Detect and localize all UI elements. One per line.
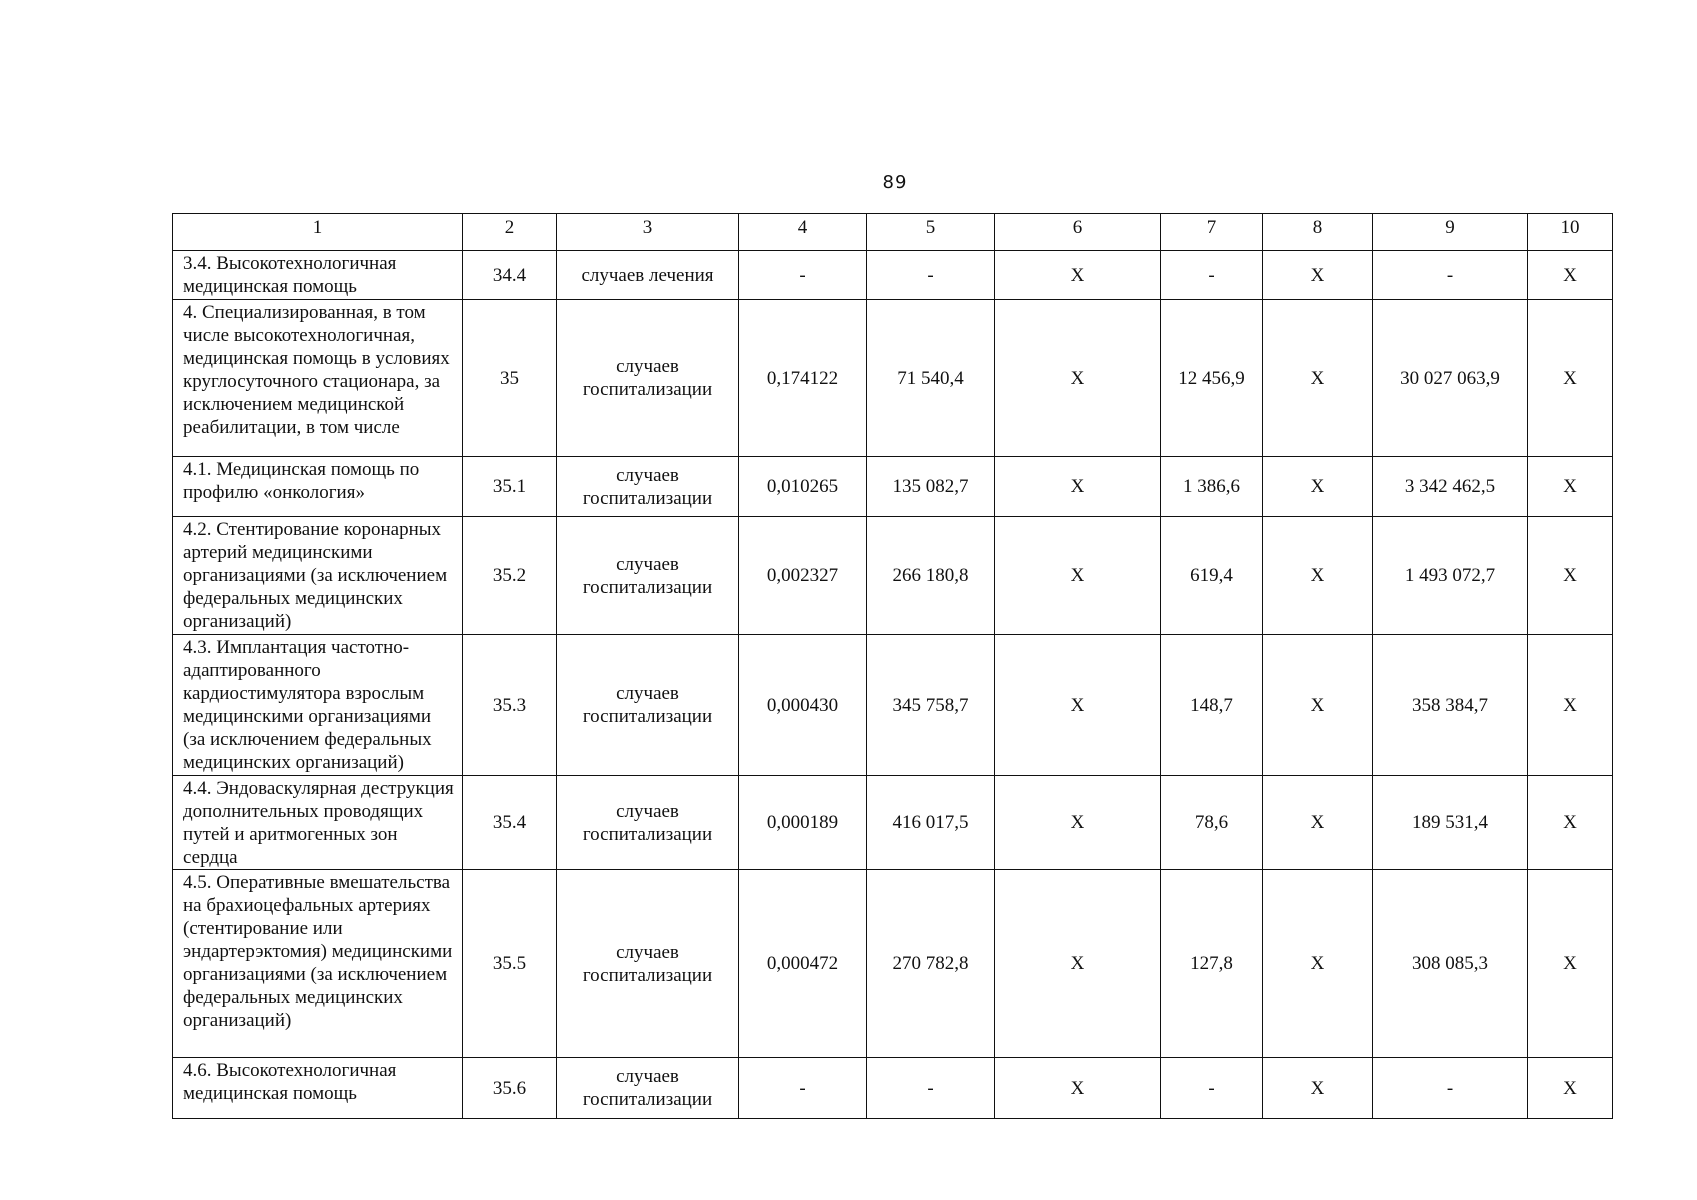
column-header: 6 (995, 214, 1161, 251)
cell-col9: 1 493 072,7 (1373, 517, 1528, 635)
page-number: 89 (882, 172, 908, 193)
cell-col6: Х (995, 300, 1161, 457)
column-header: 8 (1263, 214, 1373, 251)
cell-col5: 416 017,5 (867, 776, 995, 870)
cell-col5: 345 758,7 (867, 635, 995, 776)
cell-col9: 358 384,7 (1373, 635, 1528, 776)
row-unit: случаев госпитализации (557, 1058, 739, 1119)
row-unit: случаев госпитализации (557, 870, 739, 1058)
cell-col4: 0,000430 (739, 635, 867, 776)
cell-col5: 270 782,8 (867, 870, 995, 1058)
cell-col4: 0,174122 (739, 300, 867, 457)
cell-col4: - (739, 1058, 867, 1119)
cell-col4: 0,000189 (739, 776, 867, 870)
cell-col8: Х (1263, 635, 1373, 776)
cell-col9: 308 085,3 (1373, 870, 1528, 1058)
row-code: 34.4 (463, 251, 557, 300)
cell-col10: Х (1528, 1058, 1613, 1119)
column-header: 10 (1528, 214, 1613, 251)
row-code: 35.4 (463, 776, 557, 870)
table-row (173, 300, 1613, 457)
cell-col10: Х (1528, 457, 1613, 517)
cell-col4: - (739, 251, 867, 300)
cell-col10: Х (1528, 517, 1613, 635)
row-name: 4.1. Медицинская помощь по профилю «онкология» (173, 457, 463, 517)
row-unit: случаев госпитализации (557, 635, 739, 776)
row-name: 4.3. Имплантация частотно-адаптированного кардиостимулятора взрослым медицинскими организациями (за исключением федеральных медицинских организаций) (173, 635, 463, 776)
row-unit: случаев госпитализации (557, 517, 739, 635)
column-header: 2 (463, 214, 557, 251)
row-unit: случаев госпитализации (557, 457, 739, 517)
cell-col6: Х (995, 251, 1161, 300)
cell-col8: Х (1263, 300, 1373, 457)
cell-col5: - (867, 1058, 995, 1119)
cell-col9: - (1373, 1058, 1528, 1119)
cell-col8: Х (1263, 870, 1373, 1058)
table-row (173, 870, 1613, 1058)
table-row (173, 457, 1613, 517)
row-code: 35.1 (463, 457, 557, 517)
cell-col6: Х (995, 635, 1161, 776)
row-name: 4. Специализированная, в том числе высокотехнологичная, медицинская помощь в условиях круглосуточного стационара, за исключением медицинской реабилитации, в том числе (173, 300, 463, 457)
column-header: 1 (173, 214, 463, 251)
cell-col6: Х (995, 457, 1161, 517)
row-unit: случаев госпитализации (557, 300, 739, 457)
cell-col7: 1 386,6 (1161, 457, 1263, 517)
cell-col5: - (867, 251, 995, 300)
cell-col10: Х (1528, 870, 1613, 1058)
row-name: 4.4. Эндоваскулярная деструкция дополнительных проводящих путей и аритмогенных зон сердца (173, 776, 463, 870)
table-header-row (173, 214, 1613, 251)
cell-col8: Х (1263, 1058, 1373, 1119)
cell-col8: Х (1263, 457, 1373, 517)
cell-col9: - (1373, 251, 1528, 300)
data-table (172, 213, 1613, 1119)
row-name: 4.6. Высокотехнологичная медицинская помощь (173, 1058, 463, 1119)
row-code: 35.3 (463, 635, 557, 776)
cell-col7: - (1161, 251, 1263, 300)
cell-col4: 0,010265 (739, 457, 867, 517)
row-unit: случаев лечения (557, 251, 739, 300)
cell-col6: Х (995, 517, 1161, 635)
row-unit: случаев госпитализации (557, 776, 739, 870)
cell-col10: Х (1528, 251, 1613, 300)
cell-col5: 266 180,8 (867, 517, 995, 635)
column-header: 5 (867, 214, 995, 251)
cell-col10: Х (1528, 776, 1613, 870)
cell-col7: 619,4 (1161, 517, 1263, 635)
table-row (173, 517, 1613, 635)
cell-col7: 127,8 (1161, 870, 1263, 1058)
row-name: 3.4. Высокотехнологичная медицинская помощь (173, 251, 463, 300)
column-header: 4 (739, 214, 867, 251)
row-name: 4.2. Стентирование коронарных артерий медицинскими организациями (за исключением федеральных медицинских организаций) (173, 517, 463, 635)
cell-col10: Х (1528, 635, 1613, 776)
cell-col8: Х (1263, 517, 1373, 635)
row-code: 35.2 (463, 517, 557, 635)
cell-col6: Х (995, 870, 1161, 1058)
cell-col4: 0,000472 (739, 870, 867, 1058)
cell-col8: Х (1263, 776, 1373, 870)
cell-col9: 189 531,4 (1373, 776, 1528, 870)
cell-col8: Х (1263, 251, 1373, 300)
row-code: 35.6 (463, 1058, 557, 1119)
cell-col10: Х (1528, 300, 1613, 457)
table-row (173, 776, 1613, 870)
cell-col6: Х (995, 776, 1161, 870)
cell-col4: 0,002327 (739, 517, 867, 635)
column-header: 7 (1161, 214, 1263, 251)
cell-col7: - (1161, 1058, 1263, 1119)
cell-col7: 78,6 (1161, 776, 1263, 870)
cell-col5: 71 540,4 (867, 300, 995, 457)
table-row (173, 1058, 1613, 1119)
cell-col6: Х (995, 1058, 1161, 1119)
row-name: 4.5. Оперативные вмешательства на брахиоцефальных артериях (стентирование или эндартерэктомия) медицинскими организациями (за исключением федеральных медицинских организаций) (173, 870, 463, 1058)
table-row (173, 251, 1613, 300)
cell-col7: 12 456,9 (1161, 300, 1263, 457)
cell-col9: 30 027 063,9 (1373, 300, 1528, 457)
column-header: 9 (1373, 214, 1528, 251)
row-code: 35 (463, 300, 557, 457)
table-row (173, 635, 1613, 776)
cell-col9: 3 342 462,5 (1373, 457, 1528, 517)
column-header: 3 (557, 214, 739, 251)
cell-col7: 148,7 (1161, 635, 1263, 776)
row-code: 35.5 (463, 870, 557, 1058)
cell-col5: 135 082,7 (867, 457, 995, 517)
